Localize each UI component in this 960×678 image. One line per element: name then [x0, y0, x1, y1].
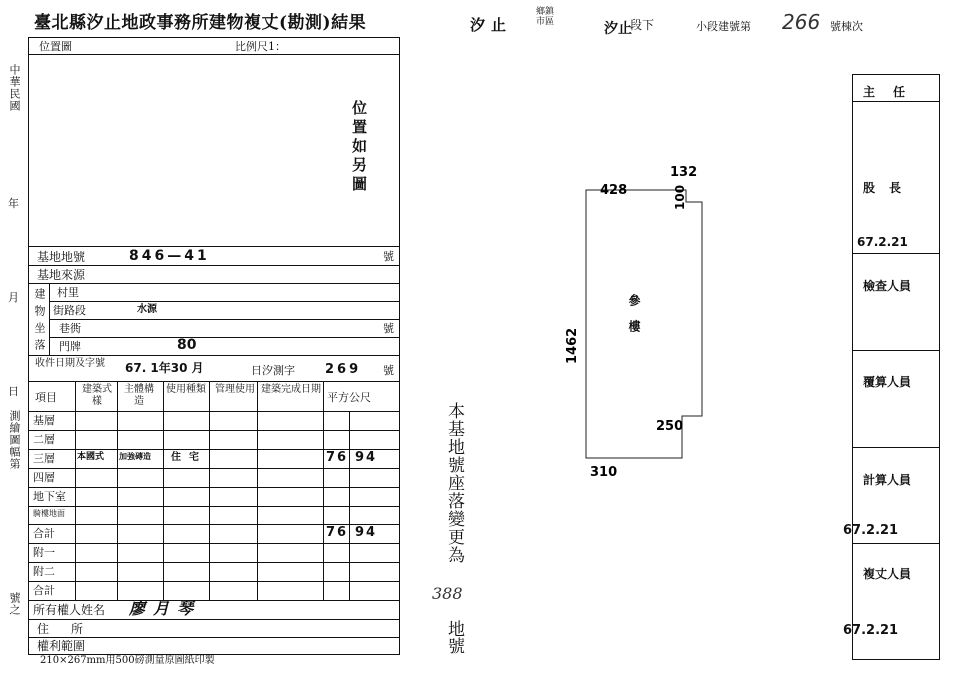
base-lot-hao: 號	[383, 250, 394, 263]
lot-label: 地號	[444, 620, 464, 654]
margin-hao-zhi: 號之	[8, 592, 21, 616]
margin-nian: 年	[8, 197, 19, 210]
approval-panel	[843, 74, 940, 660]
recheck-label: 覆算人員	[863, 375, 912, 389]
date-2: 67.2.21	[843, 523, 899, 538]
building-location-label: 建物坐落	[33, 288, 46, 356]
survey-form	[28, 37, 400, 655]
date-3: 67.2.21	[843, 623, 899, 638]
door-value: 80	[177, 337, 197, 353]
margin-ri: 日	[8, 385, 19, 398]
change-note: 本基地號座落變更為	[444, 402, 464, 564]
base-source-label: 基地來源	[37, 268, 86, 282]
lane-label: 巷衖	[59, 322, 81, 335]
margin-year-label: 中華民國	[8, 64, 21, 112]
receipt-char-label: 日汐測字	[251, 364, 295, 377]
position-map-label: 位置圖	[39, 40, 72, 53]
row-area_dec: 94	[355, 449, 378, 465]
owner-value: 廖月琴	[129, 599, 202, 618]
footer-note: 210×267mm用500磅測量原圖紙印製	[40, 655, 215, 666]
dim-left: 1462	[565, 327, 580, 364]
receipt-label: 收件日期及字號	[35, 358, 105, 369]
subsection-label: 小段建號第	[696, 20, 751, 33]
col-manage: 管理使用	[215, 384, 255, 395]
col-structure: 主體構造	[124, 384, 154, 407]
row-label: 合計	[33, 527, 55, 541]
col-use: 使用種類	[166, 384, 206, 395]
col-area: 平方公尺	[327, 391, 371, 404]
row-area_dec: 94	[355, 525, 378, 541]
town-type: 鄉鎮市區	[536, 7, 555, 27]
row-area_int: 76	[326, 449, 349, 465]
document-title: 臺北縣汐止地政事務所建物複丈(勘測)結果	[34, 13, 367, 33]
receipt-date: 67. 1年30 月	[125, 361, 204, 375]
dim-top: 428	[600, 183, 628, 198]
scale-label: 比例尺1：	[235, 40, 286, 53]
build-suffix: 號棟次	[830, 20, 863, 33]
row-label: 四層	[33, 470, 55, 484]
row-label: 騎樓地面	[33, 508, 65, 518]
owner-label: 所有權人姓名	[33, 603, 106, 617]
position-note: 位置如另圖	[350, 100, 368, 195]
row-area_int: 76	[326, 525, 349, 541]
row-structure: 加強磚造	[119, 451, 151, 461]
address-label: 住所	[37, 622, 106, 636]
row-label: 附二	[33, 565, 55, 579]
margin-sheet-label: 測繪圖幅第	[8, 410, 21, 470]
inspector-label: 檢查人員	[863, 279, 912, 293]
row-label: 二層	[33, 432, 55, 446]
street-label: 街路段	[53, 304, 86, 317]
lane-hao: 號	[383, 322, 394, 335]
col-item: 項目	[35, 391, 57, 404]
section-suffix: 段下	[630, 18, 655, 32]
chief-label: 主任	[863, 85, 924, 99]
plan-floor-label: 參樓	[627, 294, 641, 346]
col-completion: 建築完成日期	[261, 384, 321, 395]
section-head-label: 股長	[863, 181, 916, 195]
margin-yue: 月	[8, 291, 19, 304]
section-name: 汐止	[604, 21, 632, 37]
new-lot-number: 388	[432, 584, 463, 603]
town-name: 汐止	[470, 16, 513, 34]
receipt-number: 269	[325, 362, 362, 377]
door-label: 門牌	[59, 340, 81, 353]
row-label: 地下室	[33, 489, 66, 503]
row-style: 本國式	[77, 451, 105, 462]
village-label: 村里	[57, 286, 79, 299]
calculator-label: 計算人員	[863, 473, 912, 487]
row-label: 三層	[33, 451, 55, 465]
row-use: 住宅	[171, 451, 207, 463]
date-1: 67.2.21	[857, 235, 908, 249]
col-style: 建築式樣	[82, 384, 112, 407]
build-number: 266	[782, 10, 821, 34]
row-label: 合計	[33, 584, 55, 598]
base-lot-value: 846—41	[129, 248, 210, 264]
row-label: 基層	[33, 414, 55, 427]
receipt-hao: 號	[383, 364, 394, 377]
street-value: 水源	[137, 304, 157, 315]
dim-bottom: 310	[590, 465, 618, 480]
surveyor-label: 複丈人員	[863, 567, 912, 581]
base-lot-label: 基地地號	[37, 250, 86, 264]
dim-step: 250	[656, 419, 684, 434]
plan-outline	[586, 190, 702, 458]
dim-corner: 132	[670, 165, 698, 180]
row-label: 附一	[33, 546, 55, 560]
dim-right: 100	[673, 184, 687, 210]
rights-label: 權利範圍	[37, 639, 86, 653]
